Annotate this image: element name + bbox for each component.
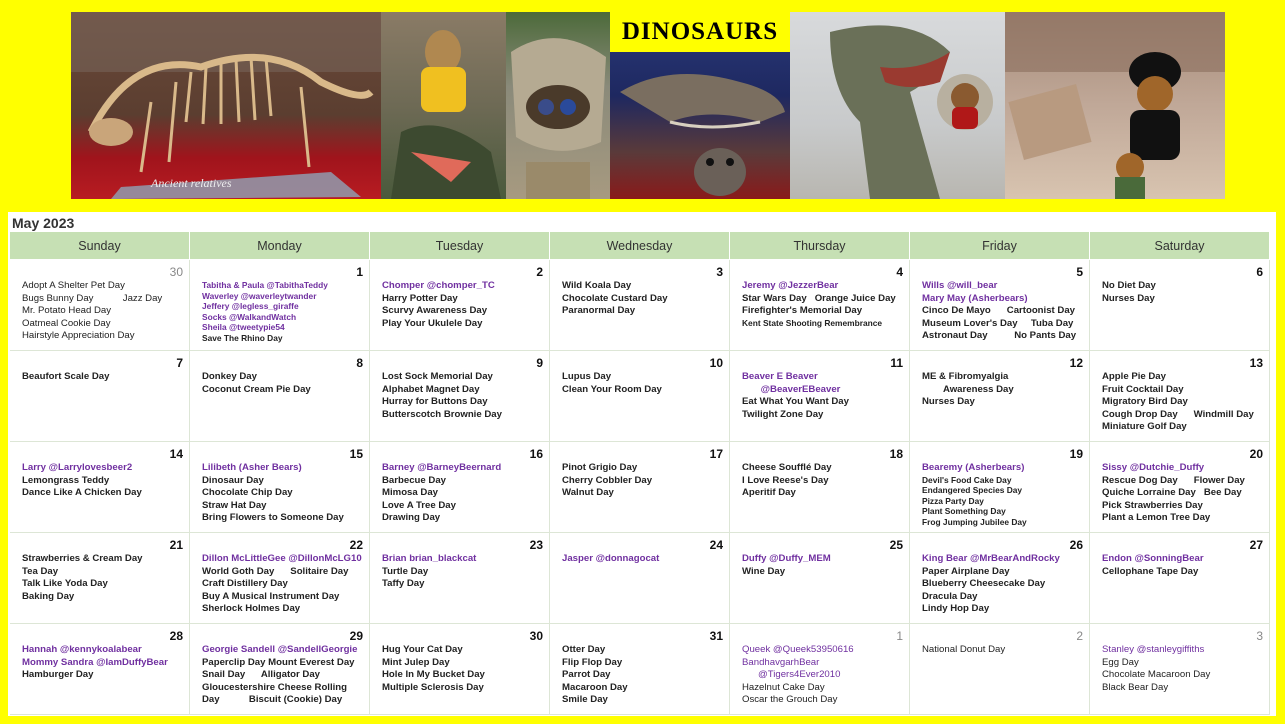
bear-birthday-entry: Mommy Sandra @IamDuffyBear	[22, 656, 168, 668]
bear-birthday-entry: Tabitha & Paula @TabithaTeddy	[202, 280, 328, 290]
event-entry: Quiche Lorraine Day Bee Day	[1102, 487, 1242, 499]
bear-birthday-entry: Queek @Queek53950616	[742, 644, 854, 655]
day-number: 21	[169, 538, 183, 552]
event-entry: Turtle Day	[382, 565, 429, 577]
event-entry: Lindy Hop Day	[922, 603, 990, 615]
bear-birthday-entry: @BeaverEBeaver	[742, 383, 841, 395]
bear-birthday-entry: Georgie Sandell @SandellGeorgie	[202, 644, 358, 655]
event-entry: Fruit Cocktail Day	[1102, 383, 1184, 395]
event-list	[382, 462, 545, 525]
day-number: 1	[896, 629, 903, 643]
event-list	[922, 371, 1085, 409]
bear-birthday-entry: Larry @Larrylovesbeer2	[22, 462, 133, 473]
event-entry: Save The Rhino Day	[202, 332, 283, 343]
event-list	[742, 644, 905, 707]
day-number: 25	[889, 538, 903, 552]
bear-birthday-entry: Lilibeth (Asher Bears)	[202, 462, 302, 473]
day-number: 3	[1256, 629, 1263, 643]
event-entry: Buy A Musical Instrument Day	[202, 590, 340, 602]
calendar-grid	[10, 260, 1270, 715]
event-list	[382, 644, 545, 694]
bear-birthday-entry: Mary May (Asherbears)	[922, 292, 1028, 304]
day-number: 30	[529, 629, 543, 643]
day-number: 2	[1076, 629, 1083, 643]
day-number: 7	[176, 356, 183, 370]
event-entry: No Diet Day	[1102, 280, 1156, 291]
meerkat-dinosaur-photo	[381, 12, 506, 199]
day-cell[interactable]	[730, 624, 910, 715]
event-entry: Gloucestershire Cheese Rolling	[202, 681, 348, 693]
day-number: 14	[169, 447, 183, 461]
event-list	[562, 644, 725, 707]
event-list	[22, 371, 185, 384]
event-list	[202, 644, 365, 707]
event-entry: Cheese Soufflé Day	[742, 462, 832, 473]
event-list	[562, 462, 725, 500]
day-number: 23	[529, 538, 543, 552]
event-list	[1102, 553, 1265, 578]
day-number: 29	[349, 629, 363, 643]
event-entry: Strawberries & Cream Day	[22, 553, 143, 564]
event-entry: Dance Like A Chicken Day	[22, 487, 142, 499]
event-list	[22, 553, 185, 603]
event-entry: Paper Airplane Day	[922, 565, 1010, 577]
month-title: May 2023	[12, 215, 75, 231]
bear-birthday-entry: Jasper @donnagocat	[562, 553, 660, 564]
event-entry: Donkey Day	[202, 371, 257, 382]
photo-caption: Ancient relatives	[151, 176, 232, 190]
event-list	[382, 553, 545, 591]
day-number: 17	[709, 447, 723, 461]
weekday-header: Monday	[190, 232, 369, 259]
event-entry: Walnut Day	[562, 487, 614, 499]
event-entry: Snail Day Alligator Day	[202, 669, 321, 681]
event-list	[922, 644, 1085, 657]
event-entry: Rescue Dog Day Flower Day	[1102, 474, 1245, 486]
bear-birthday-entry: Socks @WalkandWatch	[202, 311, 297, 322]
event-entry: Eat What You Want Day	[742, 396, 849, 408]
event-entry: Smile Day	[562, 694, 608, 706]
event-entry: Oscar the Grouch Day	[742, 694, 838, 706]
day-cell[interactable]	[730, 260, 910, 351]
event-entry: Day Biscuit (Cookie) Day	[202, 694, 343, 706]
day-number: 20	[1249, 447, 1263, 461]
event-entry: World Goth Day Solitaire Day	[202, 565, 349, 577]
event-entry: Play Your Ukulele Day	[382, 317, 483, 329]
day-number: 30	[169, 265, 183, 279]
day-cell[interactable]	[910, 624, 1090, 715]
event-entry: Scurvy Awareness Day	[382, 305, 488, 317]
event-entry: Oatmeal Cookie Day	[22, 317, 111, 329]
skull-bears-photo	[506, 12, 610, 199]
weekday-header: Wednesday	[550, 232, 729, 259]
day-cell[interactable]	[550, 351, 730, 442]
day-number: 10	[709, 356, 723, 370]
weekday-header: Friday	[910, 232, 1089, 259]
event-entry: Blueberry Cheesecake Day	[922, 578, 1046, 590]
event-entry: Wine Day	[742, 565, 786, 577]
event-entry: Mr. Potato Head Day	[22, 305, 112, 317]
event-list	[562, 553, 725, 566]
day-number: 31	[709, 629, 723, 643]
event-entry: Love A Tree Day	[382, 499, 456, 511]
event-entry: Firefighter's Memorial Day	[742, 305, 863, 317]
event-entry: Beaufort Scale Day	[22, 371, 110, 382]
day-number: 6	[1256, 265, 1263, 279]
bear-birthday-entry: @Tigers4Ever2010	[742, 669, 841, 681]
day-number: 22	[349, 538, 363, 552]
weekday-header: Saturday	[1090, 232, 1269, 259]
day-cell[interactable]	[910, 351, 1090, 442]
day-cell[interactable]	[10, 351, 190, 442]
event-entry: Museum Lover's Day Tuba Day	[922, 317, 1074, 329]
day-cell[interactable]	[190, 533, 370, 624]
event-entry: Tea Day	[22, 565, 59, 577]
bear-birthday-entry: Bearemy (Asherbears)	[922, 462, 1025, 473]
day-cell[interactable]	[550, 260, 730, 351]
event-list	[922, 553, 1085, 616]
bear-birthday-entry: King Bear @MrBearAndRocky	[922, 553, 1060, 564]
event-entry: Pick Strawberries Day	[1102, 499, 1203, 511]
event-list	[922, 462, 1085, 528]
event-entry: Astronaut Day No Pants Day	[922, 330, 1077, 342]
event-list	[1102, 280, 1265, 305]
event-entry: Harry Potter Day	[382, 292, 458, 304]
bear-birthday-entry: Wills @will_bear	[922, 280, 998, 291]
weekday-header: Sunday	[10, 232, 189, 259]
event-list	[562, 371, 725, 396]
event-entry: Macaroon Day	[562, 681, 628, 693]
event-list	[22, 644, 185, 682]
event-entry: Egg Day	[1102, 656, 1139, 668]
day-number: 2	[536, 265, 543, 279]
bear-birthday-entry: Chomper @chomper_TC	[382, 280, 495, 291]
event-list	[382, 280, 545, 330]
day-cell[interactable]	[550, 624, 730, 715]
event-entry: Lupus Day	[562, 371, 612, 382]
event-entry: Twilight Zone Day	[742, 408, 824, 420]
event-entry: Plant Something Day	[922, 506, 1006, 517]
event-entry: Flip Flop Day	[562, 656, 623, 668]
bear-birthday-entry: Endon @SonningBear	[1102, 553, 1204, 564]
day-cell[interactable]	[910, 442, 1090, 533]
banner-title: DINOSAURS	[610, 12, 790, 52]
event-list	[1102, 644, 1265, 694]
event-list	[202, 462, 365, 525]
bear-birthday-entry: Jeffery @legless_giraffe	[202, 301, 299, 312]
event-entry: Chocolate Custard Day	[562, 292, 668, 304]
day-number: 5	[1076, 265, 1083, 279]
event-entry: Hazelnut Cake Day	[742, 681, 825, 693]
event-entry: Chocolate Chip Day	[202, 487, 293, 499]
day-cell[interactable]	[10, 533, 190, 624]
event-entry: Adopt A Shelter Pet Day	[22, 280, 125, 291]
bear-birthday-entry: Hannah @kennykoalabear	[22, 644, 142, 655]
event-entry: Miniature Golf Day	[1102, 421, 1187, 433]
day-number: 24	[709, 538, 723, 552]
event-entry: Frog Jumping Jubilee Day	[922, 516, 1027, 527]
event-entry: Pizza Party Day	[922, 495, 984, 506]
event-entry: I Love Reese's Day	[742, 474, 829, 486]
day-number: 26	[1069, 538, 1083, 552]
event-entry: Black Bear Day	[1102, 681, 1169, 693]
day-cell[interactable]	[370, 624, 550, 715]
event-entry: National Donut Day	[922, 644, 1006, 655]
event-list	[382, 371, 545, 421]
event-entry: Apple Pie Day	[1102, 371, 1166, 382]
day-cell[interactable]	[370, 260, 550, 351]
day-cell[interactable]	[370, 442, 550, 533]
day-cell[interactable]	[730, 533, 910, 624]
event-entry: Star Wars Day Orange Juice Day	[742, 292, 896, 304]
day-number: 28	[169, 629, 183, 643]
event-list	[202, 371, 365, 396]
event-entry: Plant a Lemon Tree Day	[1102, 512, 1211, 524]
event-entry: Dinosaur Day	[202, 474, 264, 486]
event-list	[742, 553, 905, 578]
event-entry: Kent State Shooting Remembrance	[742, 317, 883, 328]
event-entry: Devil's Food Cake Day	[922, 474, 1012, 485]
event-list	[742, 462, 905, 500]
event-entry: Bugs Bunny Day Jazz Day	[22, 292, 163, 304]
event-entry: Nurses Day	[922, 396, 975, 408]
event-entry: Mimosa Day	[382, 487, 438, 499]
event-entry: Migratory Bird Day	[1102, 396, 1188, 408]
day-number: 18	[889, 447, 903, 461]
event-entry: Paperclip Day Mount Everest Day	[202, 656, 355, 668]
event-entry: Cellophane Tape Day	[1102, 565, 1199, 577]
day-cell[interactable]	[10, 442, 190, 533]
event-entry: Cherry Cobbler Day	[562, 474, 653, 486]
day-cell[interactable]	[10, 260, 190, 351]
weekday-header: Thursday	[730, 232, 909, 259]
event-list	[1102, 371, 1265, 434]
bear-birthday-entry: Stanley @stanleygiffiths	[1102, 644, 1205, 655]
event-entry: Mint Julep Day	[382, 656, 450, 668]
day-cell[interactable]	[550, 442, 730, 533]
event-entry: Lost Sock Memorial Day	[382, 371, 493, 382]
event-entry: Alphabet Magnet Day	[382, 383, 480, 395]
event-entry: Cinco De Mayo Cartoonist Day	[922, 305, 1075, 317]
event-list	[742, 371, 905, 421]
day-number: 3	[716, 265, 723, 279]
day-cell[interactable]	[10, 624, 190, 715]
day-cell[interactable]	[730, 351, 910, 442]
event-entry: Parrot Day	[562, 669, 611, 681]
day-number: 1	[356, 265, 363, 279]
day-number: 19	[1069, 447, 1083, 461]
bear-birthday-entry: Waverley @waverleytwander	[202, 290, 317, 301]
bear-birthday-entry: Duffy @Duffy_MEM	[742, 553, 831, 564]
event-entry: Craft Distillery Day	[202, 578, 288, 590]
event-entry: Hairstyle Appreciation Day	[22, 330, 135, 342]
day-number: 4	[896, 265, 903, 279]
event-entry: Aperitif Day	[742, 487, 796, 499]
event-entry: Awareness Day	[922, 383, 1014, 395]
day-number: 9	[536, 356, 543, 370]
day-cell[interactable]	[370, 533, 550, 624]
day-cell[interactable]	[910, 533, 1090, 624]
day-number: 15	[349, 447, 363, 461]
day-cell[interactable]	[190, 260, 370, 351]
event-entry: Hamburger Day	[22, 669, 94, 681]
event-entry: Lemongrass Teddy	[22, 474, 110, 486]
bear-birthday-entry: Barney @BarneyBeernard	[382, 462, 502, 473]
bear-birthday-entry: Brian brian_blackcat	[382, 553, 477, 564]
event-entry: Barbecue Day	[382, 474, 446, 486]
event-entry: Hole In My Bucket Day	[382, 669, 485, 681]
event-list	[742, 280, 905, 328]
day-cell[interactable]	[1090, 533, 1270, 624]
day-cell[interactable]	[1090, 624, 1270, 715]
day-cell[interactable]	[190, 624, 370, 715]
bear-birthday-entry: BandhavgarhBear	[742, 656, 820, 668]
day-cell[interactable]	[730, 442, 910, 533]
event-entry: Baking Day	[22, 590, 75, 602]
day-cell[interactable]	[1090, 260, 1270, 351]
weekday-header-row	[10, 232, 1270, 259]
day-cell[interactable]	[1090, 442, 1270, 533]
trex-model-photo	[790, 12, 1005, 199]
day-cell[interactable]	[190, 442, 370, 533]
skeleton-photo	[71, 12, 381, 199]
event-entry: Multiple Sclerosis Day	[382, 681, 484, 693]
event-list	[22, 280, 185, 343]
bear-birthday-entry: Sheila @tweetypie54	[202, 322, 285, 333]
event-entry: Bring Flowers to Someone Day	[202, 512, 344, 524]
event-list	[202, 280, 365, 344]
day-cell[interactable]	[1090, 351, 1270, 442]
event-entry: Sherlock Holmes Day	[202, 603, 301, 615]
event-list	[562, 280, 725, 318]
day-number: 13	[1249, 356, 1263, 370]
event-entry: Nurses Day	[1102, 292, 1155, 304]
event-entry: Drawing Day	[382, 512, 441, 524]
day-cell[interactable]	[190, 351, 370, 442]
day-number: 11	[890, 356, 903, 370]
event-entry: Endangered Species Day	[922, 485, 1023, 496]
day-cell[interactable]	[910, 260, 1090, 351]
event-entry: Wild Koala Day	[562, 280, 632, 291]
event-entry: Straw Hat Day	[202, 499, 267, 511]
event-entry: Paranormal Day	[562, 305, 636, 317]
bear-birthday-entry: Sissy @Dutchie_Duffy	[1102, 462, 1205, 473]
weekday-header: Tuesday	[370, 232, 549, 259]
event-entry: Butterscotch Brownie Day	[382, 408, 502, 420]
day-number: 8	[356, 356, 363, 370]
event-list	[1102, 462, 1265, 525]
bears-sand-photo	[1005, 12, 1225, 199]
event-entry: Talk Like Yoda Day	[22, 578, 108, 590]
day-number: 27	[1249, 538, 1263, 552]
event-list	[922, 280, 1085, 343]
event-entry: ME & Fibromyalgia	[922, 371, 1009, 382]
event-entry: Clean Your Room Day	[562, 383, 662, 395]
event-list	[22, 462, 185, 500]
event-entry: Cough Drop Day Windmill Day	[1102, 408, 1254, 420]
event-list	[202, 553, 365, 616]
event-entry: Taffy Day	[382, 578, 425, 590]
bear-birthday-entry: Dillon McLittleGee @DillonMcLG10	[202, 553, 362, 564]
event-entry: Dracula Day	[922, 590, 978, 602]
event-entry: Chocolate Macaroon Day	[1102, 669, 1211, 681]
event-entry: Otter Day	[562, 644, 606, 655]
event-entry: Hug Your Cat Day	[382, 644, 463, 655]
bear-birthday-entry: Beaver E Beaver	[742, 371, 818, 382]
day-number: 12	[1069, 356, 1083, 370]
day-number: 16	[529, 447, 543, 461]
day-cell[interactable]	[550, 533, 730, 624]
day-cell[interactable]	[370, 351, 550, 442]
event-entry: Hurray for Buttons Day	[382, 396, 488, 408]
calendar	[8, 212, 1276, 716]
bear-birthday-entry: Jeremy @JezzerBear	[742, 280, 839, 291]
event-entry: Coconut Cream Pie Day	[202, 383, 311, 395]
event-entry: Pinot Grigio Day	[562, 462, 638, 473]
